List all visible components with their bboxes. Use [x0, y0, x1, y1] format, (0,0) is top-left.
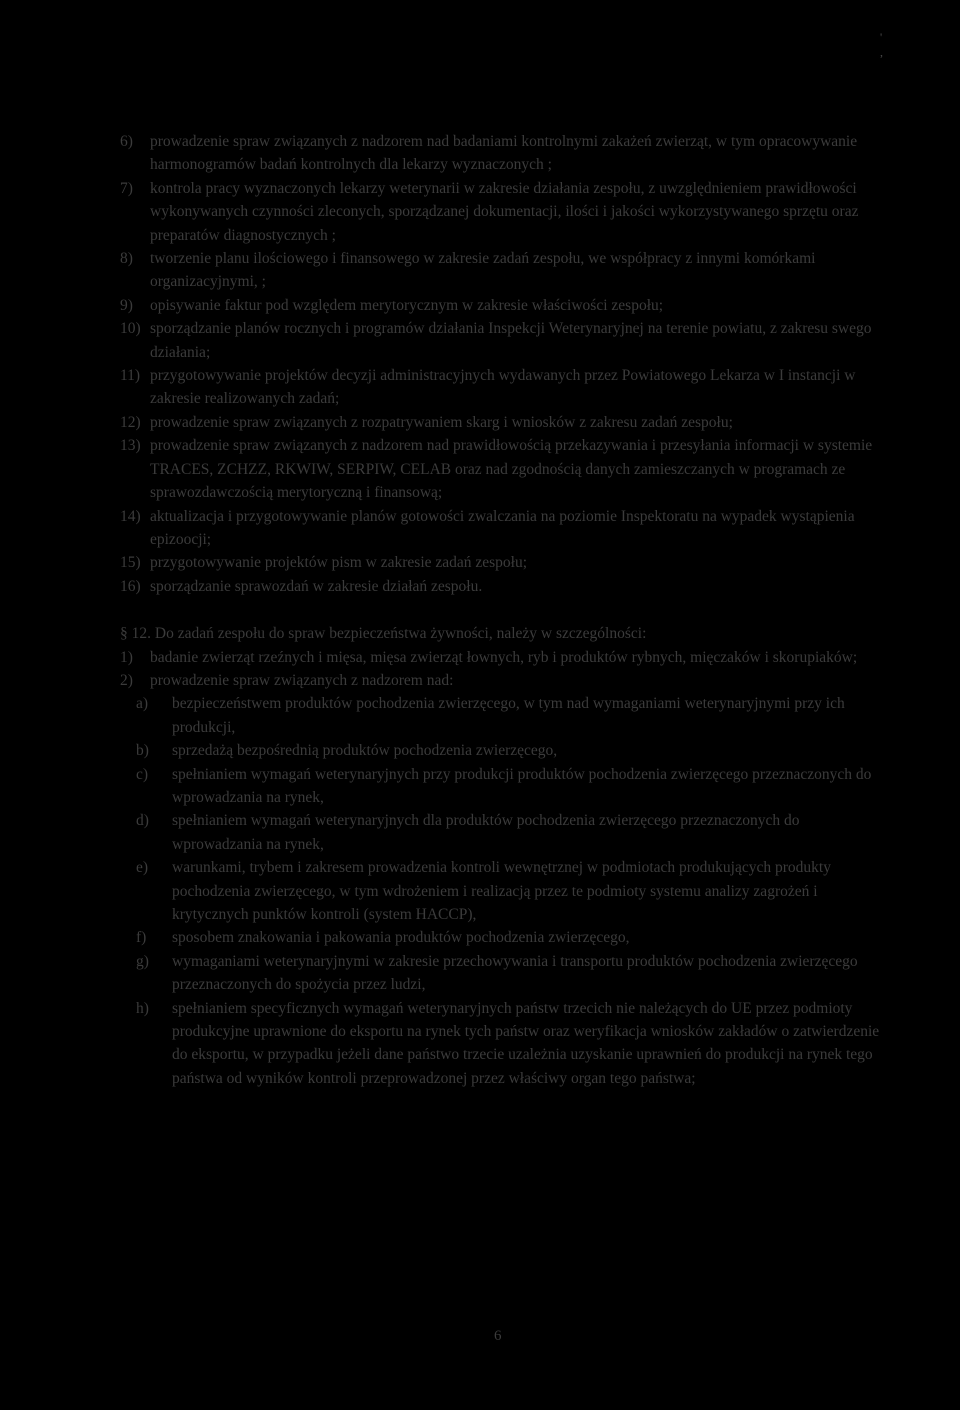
item-text: tworzenie planu ilościowego i finansowego w zakresie zadań zespołu, we współpracy z innymi komórkami organizacyjnymi, ;	[150, 250, 816, 291]
section-heading: § 12. Do zadań zespołu do spraw bezpieczeństwa żywności, należy w szczególności:	[120, 625, 647, 643]
sub-item	[120, 950, 890, 997]
sub-item-text: spełnianiem wymagań weterynaryjnych przy produkcji produktów pochodzenia zwierzęcego przeznaczonych do wprowadzania na rynek,	[172, 765, 872, 806]
sub-item	[120, 763, 890, 810]
item-number: 6)	[120, 133, 133, 150]
list-item	[120, 317, 890, 364]
sub-item-text: sprzedażą bezpośrednią produktów pochodzenia zwierzęcego,	[172, 742, 558, 760]
list-item	[120, 247, 890, 294]
list-item	[120, 551, 890, 574]
corner-marks: ' ,	[880, 30, 923, 59]
list-item	[120, 294, 890, 317]
item-text: prowadzenie spraw związanych z nadzorem nad badaniami kontrolnymi zakażeń zwierząt, w tym opracowywanie harmonogramów badań kontrolnych dla lekarzy wyznaczonych ;	[150, 133, 858, 174]
sub-item-text: warunkami, trybem i zakresem prowadzenia kontroli wewnętrznej w podmiotach produkujących produkty pochodzenia zwierzęcego, w tym wdrożeniem i realizacją przez te podmioty systemu analizy zagrożeń i krytycznych punktów kontroli (system HACCP),	[172, 859, 831, 923]
list-item	[120, 669, 890, 692]
sub-item-text: bezpieczeństwem produktów pochodzenia zwierzęcego, w tym nad wymaganiami weterynaryjnymi przy ich produkcji,	[172, 695, 845, 736]
list-item	[120, 505, 890, 552]
item-number: 8)	[120, 250, 133, 268]
item-number: 9)	[120, 296, 133, 314]
list-item	[120, 177, 890, 247]
sub-list	[120, 692, 890, 1090]
item-text: sporządzanie sprawozdań w zakresie działań zespołu.	[150, 577, 483, 595]
sub-item-letter: f)	[136, 929, 147, 947]
item-number: 11)	[120, 367, 141, 385]
section-12	[120, 622, 890, 1090]
item-text: aktualizacja i przygotowywanie planów gotowości zwalczania na poziomie Inspektoratu na wypadek wystąpienia epizoocji;	[150, 507, 855, 548]
item-text: przygotowywanie projektów decyzji administracyjnych wydawanych przez Powiatowego Lekarza w I instancji w zakresie realizowanych zadań;	[150, 367, 856, 408]
sub-item-text: sposobem znakowania i pakowania produktów pochodzenia zwierzęcego,	[172, 929, 630, 947]
item-number: 12)	[120, 413, 141, 431]
sub-item-text: spełnianiem specyficznych wymagań weterynaryjnych państw trzecich nie należących do UE przez podmioty produkcyjne uprawnione do eksportu na rynek tych państw oraz weryfikacja wniosków zakładów o zatwierdzenie do eksportu, w przypadku jeżeli dane państwo trzecie uzależnia uzyskanie uprawnień do produkcji na rynek tego państwa od wyników kontroli przeprowadzonej przez właściwy organ tego państwa;	[172, 999, 880, 1087]
item-number: 7)	[120, 179, 133, 197]
item-number: 15)	[120, 554, 141, 572]
list-item	[120, 411, 890, 434]
list-item	[120, 646, 890, 669]
task-list-top	[120, 130, 890, 598]
document-body	[120, 130, 890, 1090]
item-text: opisywanie faktur pod względem merytorycznym w zakresie właściwości zespołu;	[150, 296, 664, 314]
item-text: badanie zwierząt rzeźnych i mięsa, mięsa zwierząt łownych, ryb i produktów rybnych, mięczaków i skorupiaków;	[150, 648, 858, 666]
sub-item	[120, 856, 890, 926]
sub-item-letter: g)	[136, 952, 149, 970]
item-number: 14)	[120, 507, 141, 525]
sub-item-text: spełnianiem wymagań weterynaryjnych dla produktów pochodzenia zwierzęcego przeznaczonych do wprowadzania na rynek,	[172, 812, 800, 853]
sub-item-letter: e)	[136, 859, 149, 877]
list-item	[120, 364, 890, 411]
list-item	[120, 434, 890, 504]
item-number: 10)	[120, 320, 141, 338]
item-text: prowadzenie spraw związanych z nadzorem nad prawidłowością przekazywania i przesyłania informacji w systemie TRACES, ZCHZZ, RKWIW, SERPIW, CELAB oraz nad zgodnością danych zamieszczanych w programach ze sprawozdawczością merytoryczną i finansową;	[150, 437, 873, 502]
item-number: 1)	[120, 648, 133, 666]
page-number: 6	[494, 1328, 502, 1344]
item-text: prowadzenie spraw związanych z rozpatrywaniem skarg i wniosków z zakresu zadań zespołu;	[150, 413, 733, 431]
item-number: 13)	[120, 437, 141, 455]
sub-item-text: wymaganiami weterynaryjnymi w zakresie przechowywania i transportu produktów pochodzenia zwierzęcego przeznaczonych do spożycia przez ludzi,	[172, 952, 858, 994]
list-item	[120, 130, 890, 177]
item-text: sporządzanie planów rocznych i programów działania Inspekcji Weterynaryjnej na terenie powiatu, z zakresu swego działania;	[150, 320, 872, 361]
item-number: 2)	[120, 671, 133, 689]
sub-item	[120, 926, 890, 949]
sub-item-letter: a)	[136, 695, 149, 713]
sub-item-letter: b)	[136, 742, 149, 760]
item-text: kontrola pracy wyznaczonych lekarzy weterynarii w zakresie działania zespołu, z uwzględnieniem prawidłowości wykonywanych czynności zleconych, sporządzanej dokumentacji, ilości i jakości wykorzystywanego sprzętu oraz preparatów diagnostycznych ;	[150, 179, 859, 244]
sub-item-letter: h)	[136, 999, 149, 1017]
list-item	[120, 575, 890, 598]
sub-item	[120, 997, 890, 1091]
sub-item-letter: c)	[136, 765, 149, 783]
sub-item	[120, 692, 890, 739]
item-text: prowadzenie spraw związanych z nadzorem nad:	[150, 671, 454, 689]
item-text: przygotowywanie projektów pism w zakresie zadań zespołu;	[150, 554, 528, 572]
sub-item-letter: d)	[136, 812, 149, 830]
sub-item	[120, 739, 890, 762]
item-number: 16)	[120, 577, 141, 595]
sub-item	[120, 809, 890, 856]
